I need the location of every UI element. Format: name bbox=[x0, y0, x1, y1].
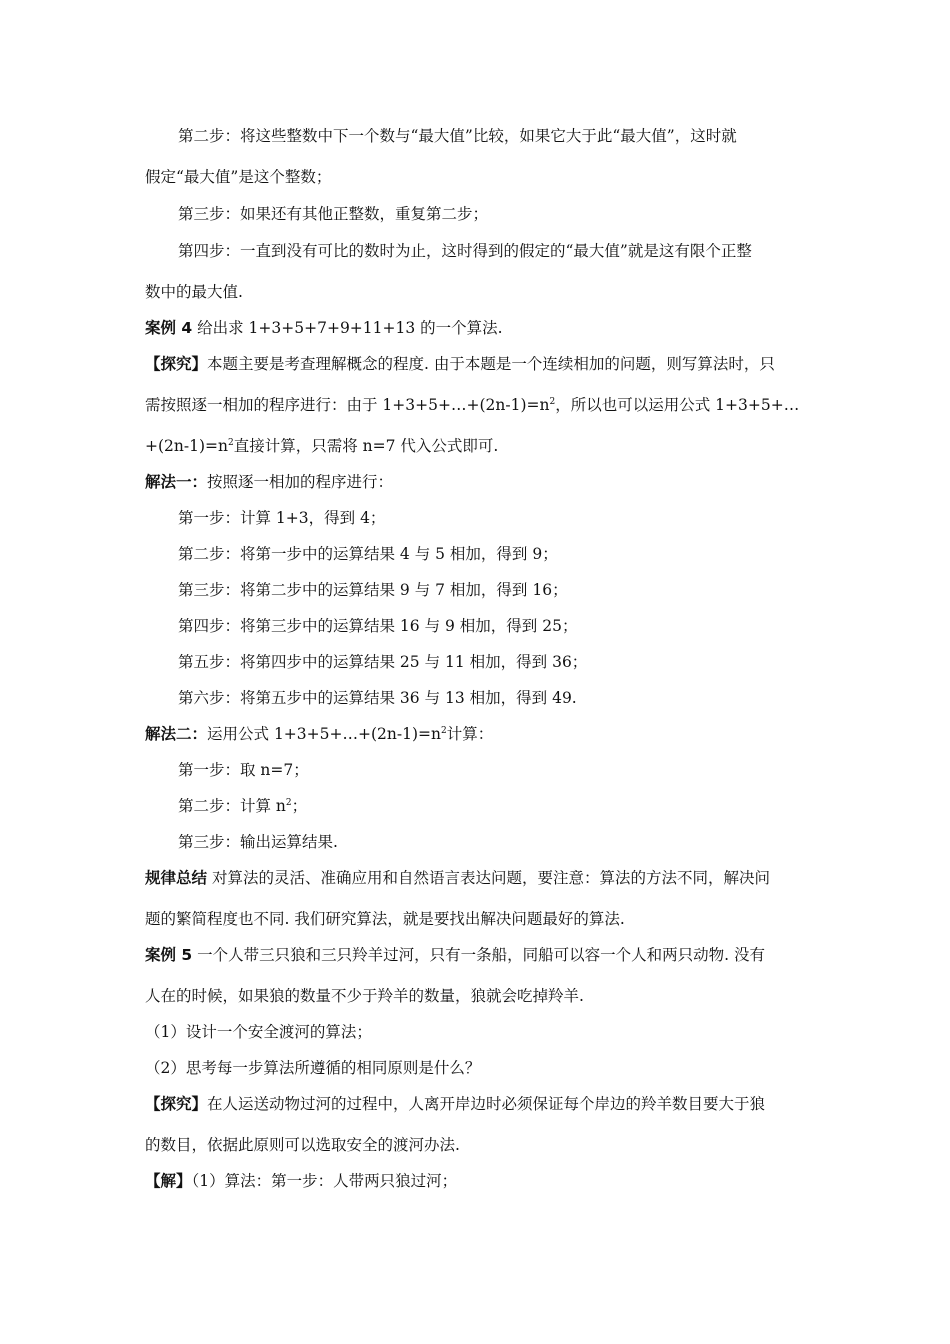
case3-step2-line1: 第二步：将这些整数中下一个数与“最大值”比较，如果它大于此“最大值”，这时就 bbox=[178, 127, 737, 145]
method2-step-text: 第二步：计算 n bbox=[178, 797, 286, 815]
case4-question bbox=[145, 318, 503, 338]
method1-step: 第二步：将第一步中的运算结果 4 与 5 相加，得到 9； bbox=[178, 545, 558, 563]
case5-question-2: （2）思考每一步算法所遵循的相同原则是什么？ bbox=[145, 1059, 481, 1077]
explore-text: 本题主要是考查理解概念的程度. 由于本题是一个连续相加的问题，则写算法时，只 bbox=[207, 355, 775, 373]
case5-line2: 人在的时候，如果狼的数量不少于羚羊的数量，狼就会吃掉羚羊. bbox=[145, 987, 584, 1005]
exponent: 2 bbox=[440, 726, 447, 736]
case3-step3: 第三步：如果还有其他正整数，重复第二步； bbox=[178, 205, 489, 223]
case5-explore-line2: 的数目，依据此原则可以选取安全的渡河办法. bbox=[145, 1136, 460, 1154]
method1-heading bbox=[145, 472, 393, 492]
exponent: 2 bbox=[285, 798, 292, 808]
case5-text: 一个人带三只狼和三只羚羊过河，只有一条船，同船可以容一个人和两只动物. 没有 bbox=[197, 946, 765, 964]
method1-intro: 按照逐一相加的程序进行： bbox=[207, 473, 394, 491]
method1-step: 第六步：将第五步中的运算结果 36 与 13 相加，得到 49. bbox=[178, 689, 577, 707]
method1-step: 第五步：将第四步中的运算结果 25 与 11 相加，得到 36； bbox=[178, 653, 588, 671]
case3-step4-line1: 第四步：一直到没有可比的数时为止，这时得到的假定的“最大值”就是这有限个正整 bbox=[178, 242, 752, 260]
case5-line1 bbox=[145, 945, 765, 965]
exponent: 2 bbox=[228, 438, 234, 448]
method1-step: 第一步：计算 1+3，得到 4； bbox=[178, 509, 386, 527]
case5-label: 案例 5 bbox=[145, 946, 193, 964]
case3-step4-line2: 数中的最大值. bbox=[145, 283, 243, 301]
method2-intro: 运用公式 1+3+5+…+(2n-1)=n bbox=[207, 725, 441, 743]
case4-explore-line2 bbox=[145, 395, 799, 415]
case3-step2-line2: 假定“最大值”是这个整数； bbox=[145, 168, 332, 186]
summary-text: 对算法的灵活、准确应用和自然语言表达问题，要注意：算法的方法不同，解决问 bbox=[211, 869, 770, 887]
explore-text: 在人运送动物过河的过程中，人离开岸边时必须保证每个岸边的羚羊数目要大于狼 bbox=[207, 1095, 766, 1113]
case4-label: 案例 4 bbox=[145, 319, 193, 337]
case5-solution-line1 bbox=[145, 1171, 457, 1191]
explore-text: +(2n-1)=n bbox=[145, 437, 228, 455]
method2-label: 解法二： bbox=[145, 725, 208, 743]
summary-line1 bbox=[145, 868, 770, 888]
summary-line2: 题的繁简程度也不同. 我们研究算法，就是要找出解决问题最好的算法. bbox=[145, 910, 625, 928]
method2-heading bbox=[145, 724, 493, 744]
explore-label: 【探究】 bbox=[145, 355, 208, 373]
method1-label: 解法一： bbox=[145, 473, 208, 491]
explore-text: ，所以也可以运用公式 1+3+5+… bbox=[555, 396, 800, 414]
summary-label: 规律总结 bbox=[145, 869, 208, 887]
explore-text: 直接计算，只需将 n=7 代入公式即可. bbox=[233, 437, 499, 455]
method1-step: 第四步：将第三步中的运算结果 16 与 9 相加，得到 25； bbox=[178, 617, 578, 635]
case5-explore-line1 bbox=[145, 1094, 765, 1114]
method2-step bbox=[178, 796, 307, 816]
method2-step: 第一步：取 n=7； bbox=[178, 761, 309, 779]
case4-explore-line3 bbox=[145, 436, 498, 456]
method2-step: 第三步：输出运算结果. bbox=[178, 833, 338, 851]
solution-text: （1）算法：第一步：人带两只狼过河； bbox=[191, 1172, 458, 1190]
solution-label: 【解】 bbox=[145, 1172, 192, 1190]
case5-question-1: （1）设计一个安全渡河的算法； bbox=[145, 1023, 372, 1041]
method1-step: 第三步：将第二步中的运算结果 9 与 7 相加，得到 16； bbox=[178, 581, 568, 599]
method2-intro: 计算： bbox=[446, 725, 494, 743]
exponent: 2 bbox=[549, 397, 556, 407]
explore-label: 【探究】 bbox=[145, 1095, 208, 1113]
case4-explore-line1 bbox=[145, 354, 775, 374]
case4-question-text: 给出求 1+3+5+7+9+11+13 的一个算法. bbox=[197, 319, 503, 337]
method2-step-text: ； bbox=[291, 797, 308, 815]
explore-text: 需按照逐一相加的程序进行：由于 1+3+5+…+(2n-1)=n bbox=[145, 396, 550, 414]
